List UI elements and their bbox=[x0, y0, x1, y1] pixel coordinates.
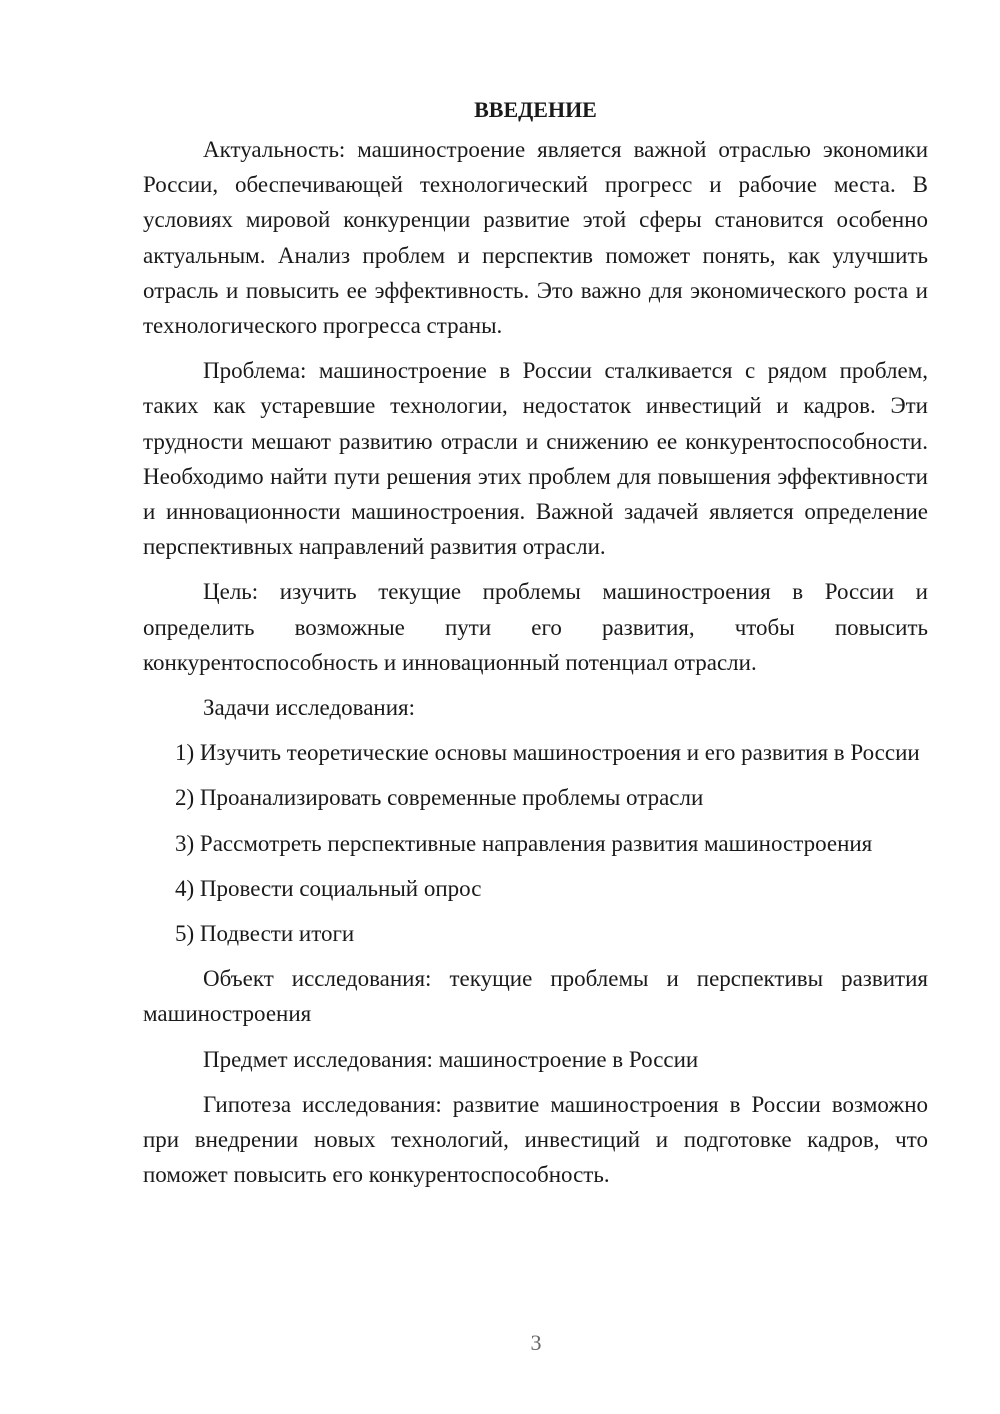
goal-paragraph: Цель: изучить текущие проблемы машиностроения в России и определить возможные пути его развития, чтобы повысить конкурентоспособность и инновационный потенциал отрасли. bbox=[143, 579, 928, 675]
page-content bbox=[143, 92, 928, 1202]
research-object-paragraph: Объект исследования: текущие проблемы и перспективы развития машиностроения bbox=[143, 966, 928, 1027]
page-number: 3 bbox=[530, 1330, 542, 1355]
task-item-3: 3) Рассмотреть перспективные направления развития машиностроения bbox=[175, 830, 873, 856]
research-subject-paragraph: Предмет исследования: машиностроение в России bbox=[203, 1046, 699, 1072]
relevance-paragraph: Актуальность: машиностроение является важной отраслью экономики России, обеспечивающей технологический прогресс и рабочие места. В условиях мировой конкуренции развитие этой сферы становится особенно актуальным. Анализ проблем и перспектив поможет понять, как улучшить отрасль и повысить ее эффективность. Это важно для экономического роста и технологического прогресса страны. bbox=[143, 137, 928, 339]
task-item-4: 4) Провести социальный опрос bbox=[175, 875, 482, 901]
task-item-1: 1) Изучить теоретические основы машиностроения и его развития в России bbox=[175, 740, 920, 766]
tasks-heading: Задачи исследования: bbox=[203, 695, 416, 721]
task-item-5: 5) Подвести итоги bbox=[175, 921, 355, 947]
section-title: ВВЕДЕНИЕ bbox=[474, 97, 597, 122]
hypothesis-paragraph: Гипотеза исследования: развитие машиностроения в России возможно при внедрении новых технологий, инвестиций и подготовке кадров, что поможет повысить его конкурентоспособность. bbox=[143, 1091, 928, 1188]
task-item-2: 2) Проанализировать современные проблемы отрасли bbox=[175, 785, 704, 811]
problem-paragraph: Проблема: машиностроение в России сталкивается с рядом проблем, таких как устаревшие технологии, недостаток инвестиций и кадров. Эти трудности мешают развитию отрасли и снижению ее конкурентоспособности. Необходимо найти пути решения этих проблем для повышения эффективности и инновационности машиностроения. Важной задачей является определение перспективных направлений развития отрасли. bbox=[143, 358, 928, 560]
